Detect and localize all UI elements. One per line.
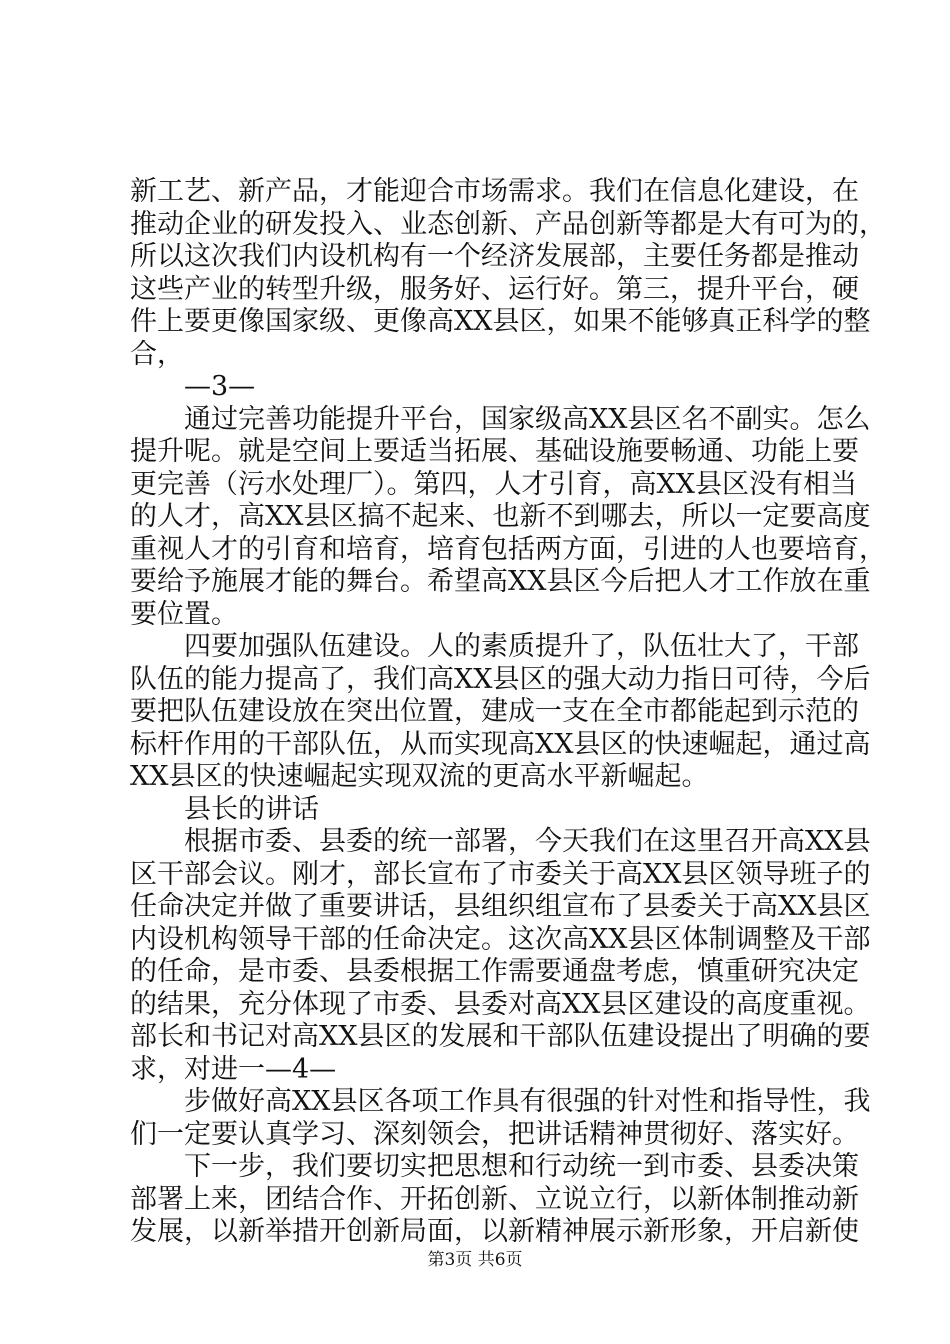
text-line: 更完善（污水处理厂）。第四，人才引育，高XX县区没有相当 <box>130 468 857 500</box>
page-footer: 第3页 共6页 <box>427 1250 523 1270</box>
text-line: 的结果，充分体现了市委、县委对高XX县区建设的高度重视。 <box>130 988 871 1020</box>
text-line: 发展，以新举措开创新局面，以新精神展示新形象，开启新使 <box>130 1216 859 1247</box>
text-line: 部署上来，团结合作、开拓创新、立说立行，以新体制推动新 <box>130 1183 859 1215</box>
document-body <box>130 176 886 1249</box>
text-line: 部长和书记对高XX县区的发展和干部队伍建设提出了明确的要 <box>130 1021 871 1052</box>
text-line: 县长的讲话 <box>130 793 319 825</box>
text-line: 四要加强队伍建设。人的素质提升了，队伍壮大了，干部 <box>130 631 859 662</box>
text-line: 区干部会议。刚才，部长宣布了市委关于高XX县区领导班子的 <box>130 858 871 890</box>
text-line: 步做好高XX县区各项工作具有很强的针对性和指导性，我 <box>130 1086 871 1117</box>
text-line: 要给予施展才能的舞台。希望高XX县区今后把人才工作放在重 <box>130 566 871 597</box>
text-line: 的任命，是市委、县委根据工作需要通盘考虑，慎重研究决定 <box>130 956 859 987</box>
text-line: 新工艺、新产品，才能迎合市场需求。我们在信息化建设，在 <box>130 176 859 207</box>
text-line: 所以这次我们内设机构有一个经济发展部，主要任务都是推动 <box>130 241 859 272</box>
text-line: 推动企业的研发投入、业态创新、产品创新等都是大有可为的， <box>130 208 886 240</box>
text-line: XX县区的快速崛起实现双流的更高水平新崛起。 <box>130 761 709 792</box>
text-line: 要把队伍建设放在突出位置，建成一支在全市都能起到示范的 <box>130 696 859 727</box>
text-line: 提升呢。就是空间上要适当拓展、基础设施要畅通、功能上要 <box>130 436 859 467</box>
text-line: 任命决定并做了重要讲话，县组织组宣布了县委关于高XX县区 <box>130 891 871 922</box>
text-line: 下一步，我们要切实把思想和行动统一到市委、县委决策 <box>130 1151 859 1182</box>
text-line: 标杆作用的干部队伍，从而实现高XX县区的快速崛起，通过高 <box>130 728 871 760</box>
text-line: 根据市委、县委的统一部署，今天我们在这里召开高XX县 <box>130 826 871 857</box>
text-line: 队伍的能力提高了，我们高XX县区的强大动力指日可待，今后 <box>130 663 871 695</box>
text-line: 合， <box>130 338 184 370</box>
text-line: 的人才，高XX县区搞不起来、也新不到哪去，所以一定要高度 <box>130 501 871 532</box>
text-line: 重视人才的引育和培育，培育包括两方面，引进的人也要培育， <box>130 533 886 565</box>
text-line: 们一定要认真学习、深刻领会，把讲话精神贯彻好、落实好。 <box>130 1118 859 1150</box>
text-line: 通过完善功能提升平台，国家级高XX县区名不副实。怎么 <box>130 403 871 435</box>
text-line: 求，对进一—4— <box>130 1053 337 1085</box>
text-line: 内设机构领导干部的任命决定。这次高XX县区体制调整及干部 <box>130 923 871 955</box>
text-line: —3— <box>130 371 256 402</box>
text-line: 这些产业的转型升级，服务好、运行好。第三，提升平台，硬 <box>130 273 859 305</box>
text-line: 件上要更像国家级、更像高XX县区，如果不能够真正科学的整 <box>130 306 871 337</box>
text-line: 要位置。 <box>130 598 238 630</box>
